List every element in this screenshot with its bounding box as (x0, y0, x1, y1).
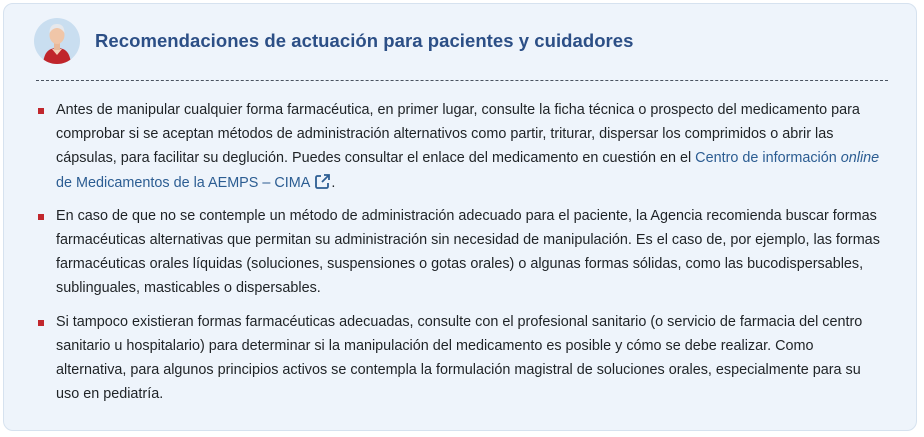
dashed-divider (36, 80, 888, 81)
panel-title: Recomendaciones de actuación para pacientes y cuidadores (95, 30, 634, 51)
panel-header (34, 18, 633, 64)
item-text: En caso de que no se contemple un método de administración adecuado para el paciente, la Agencia recomienda buscar formas farmacéuticas alternativas que permitan su administración sin necesidad de manipulación. Es el caso de, por ejemplo, las formas farmacéuticas orales líquidas (soluciones, suspensiones o gotas orales) o algunas formas sólidas, como las bucodispersables, sublinguales, masticables o dispersables. (56, 207, 880, 297)
recommendations-list (36, 98, 886, 415)
list-item (36, 204, 886, 301)
bullet-icon (38, 108, 44, 114)
bullet-icon (38, 320, 44, 326)
link-text-part1: Centro de información (695, 150, 841, 167)
item-text-end: . (331, 174, 336, 191)
link-text-italic: online (840, 150, 880, 167)
list-item (36, 98, 886, 195)
item-text: Si tampoco existieran formas farmacéuticas adecuadas, consulte con el profesional sanitario (o servicio de farmacia del centro sanitario u hospitalario) para determinar si la manipulación del medicamento es posible y cómo se debe realizar. Como alternativa, para algunos principios activos se contempla la formulación magistral de soluciones orales, especialmente para su uso en pediatría. (56, 313, 863, 403)
bullet-icon (38, 214, 44, 220)
link-text-part2: de Medicamentos de la AEMPS – CIMA (56, 174, 311, 191)
list-item (36, 310, 886, 407)
patient-avatar-icon (34, 18, 80, 64)
external-link-icon (314, 173, 331, 190)
item-text: Antes de manipular cualquier forma farmacéutica, en primer lugar, consulte la ficha técnica o prospecto del medicamento para comprobar si se aceptan métodos de administración alternativos como partir, triturar, dispersar los comprimidos o abrir las cápsulas, para facilitar su deglución. Puedes consultar el enlace del medicamento en cuestión en el (56, 102, 860, 167)
recommendations-panel (3, 3, 917, 431)
